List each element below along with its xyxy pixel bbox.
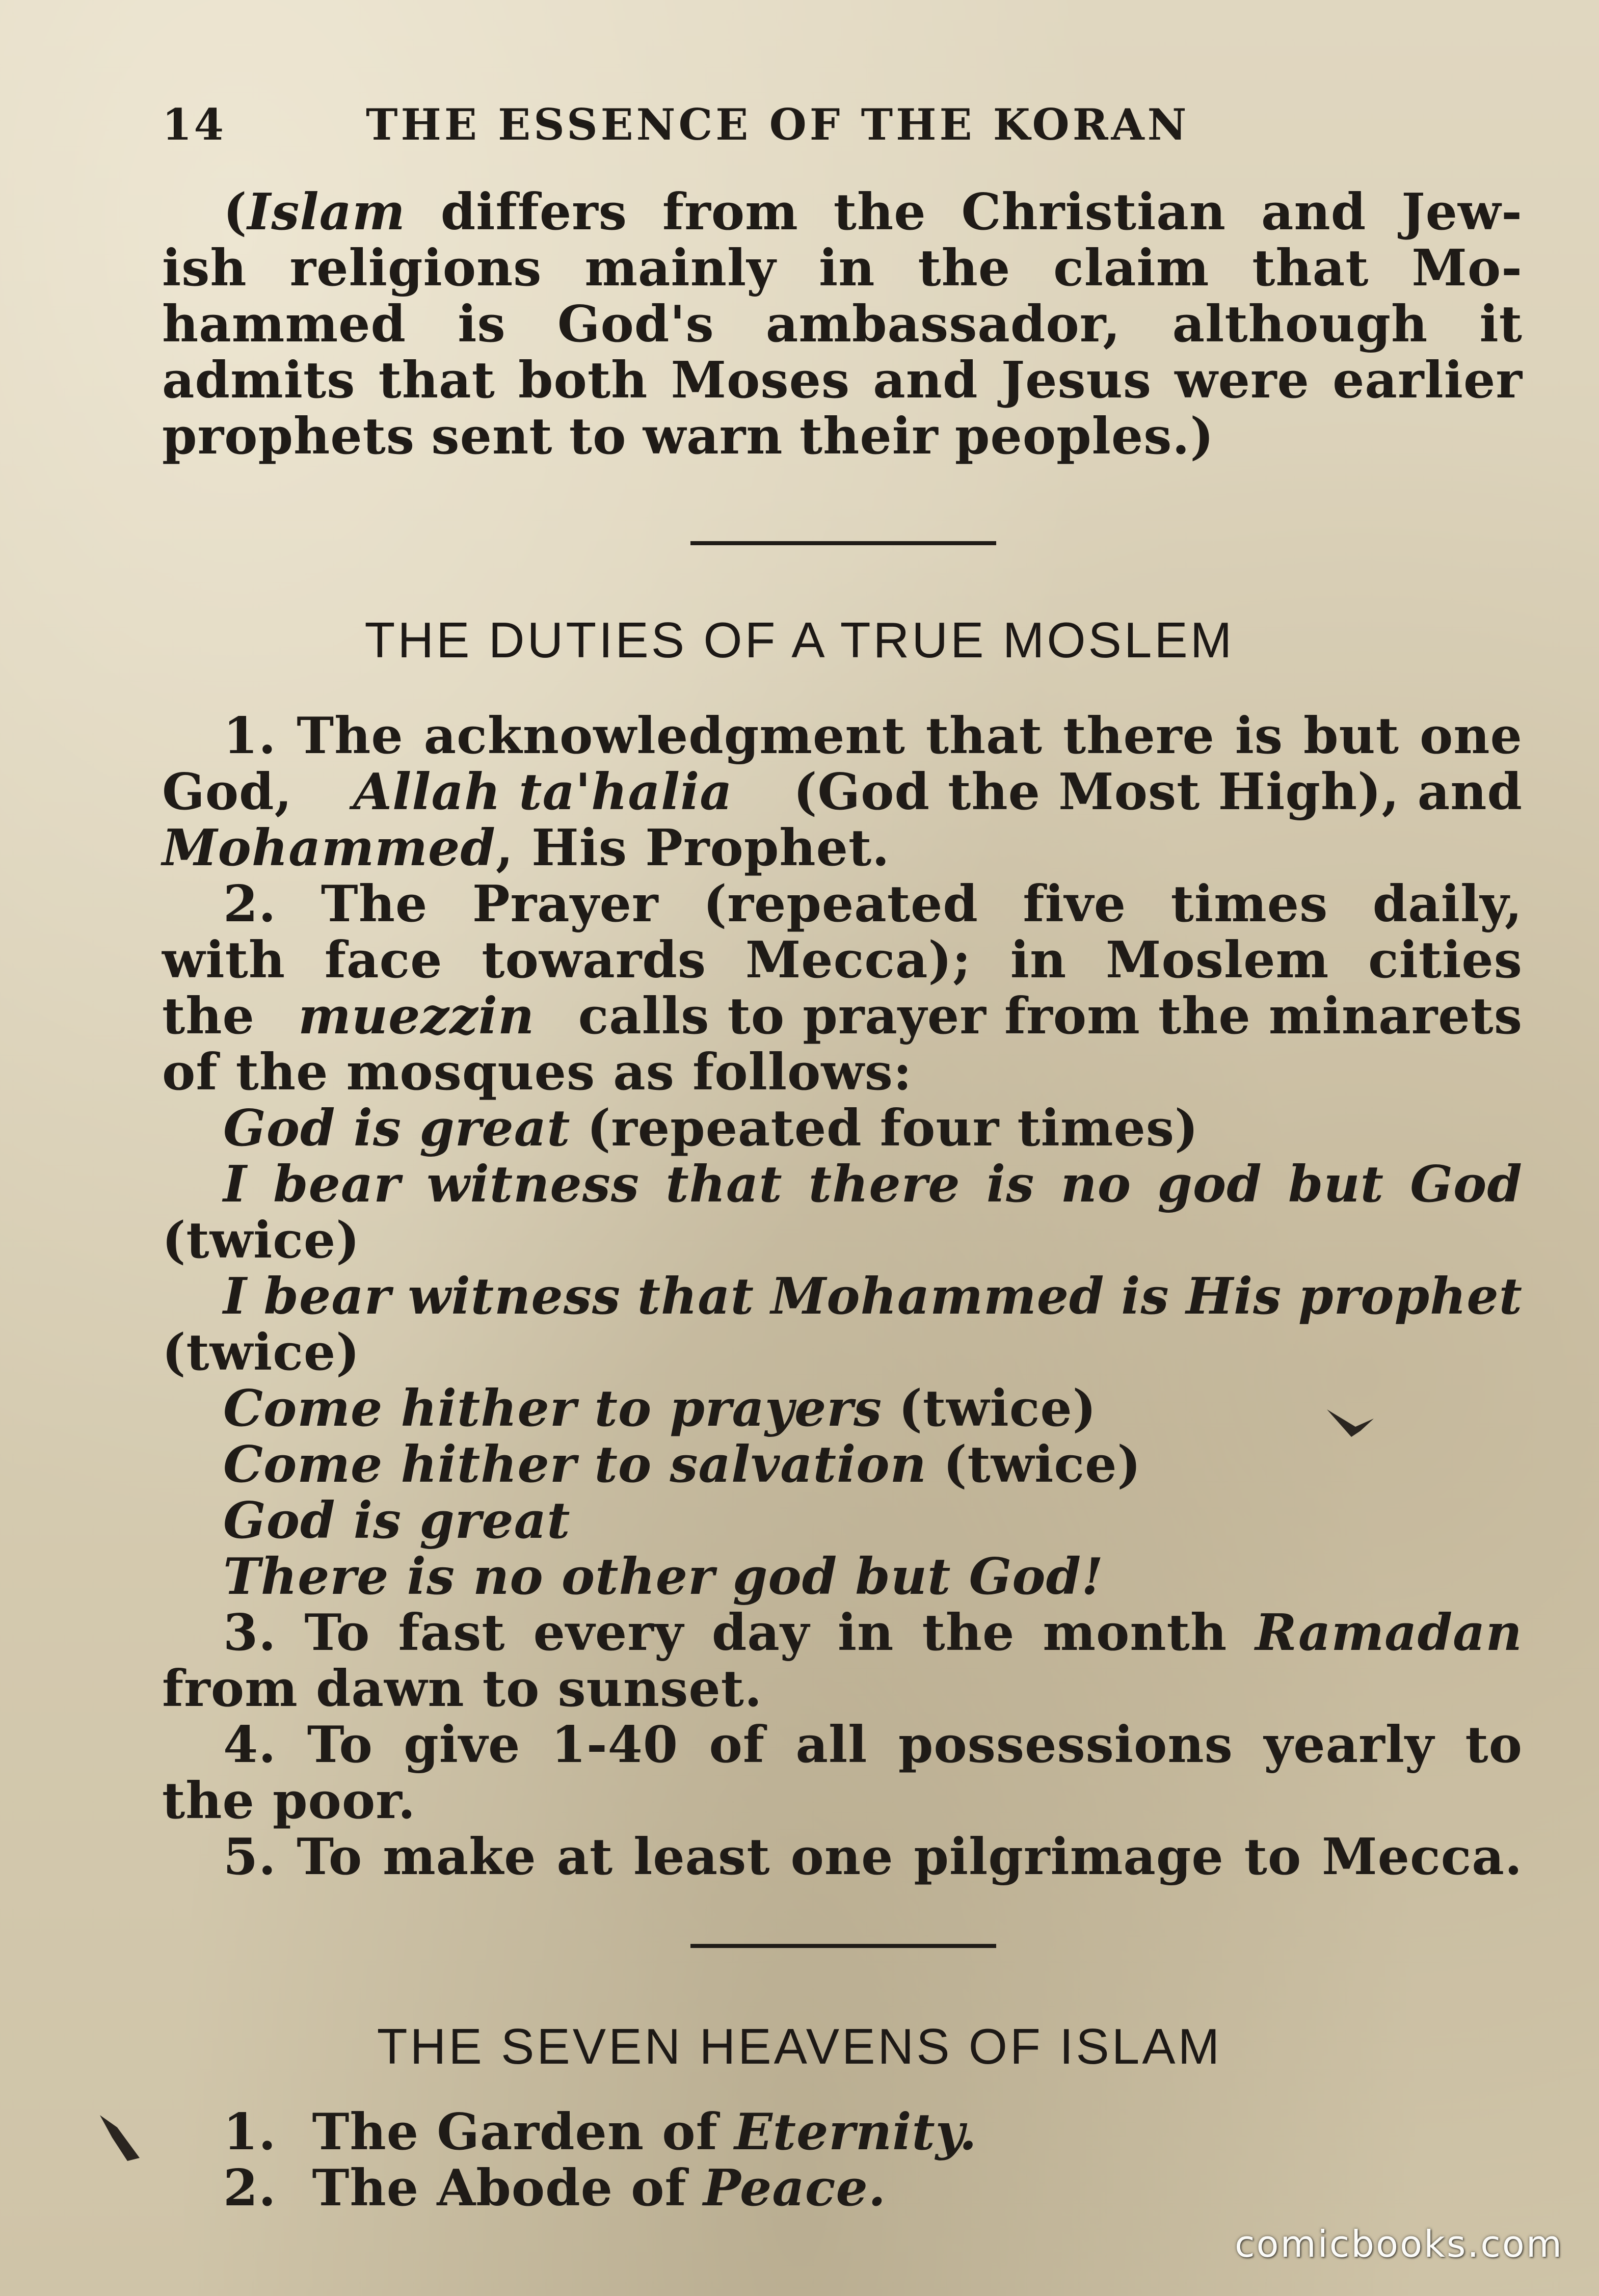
word: in	[837, 1604, 894, 1662]
word-group: , His Prophet.	[495, 819, 890, 877]
word: Mecca.	[1322, 1828, 1523, 1886]
text-line	[162, 1213, 1523, 1269]
word: hammed	[162, 295, 407, 354]
word: (twice)	[898, 1379, 1097, 1438]
word: the	[162, 987, 255, 1046]
italic-phrase: God is great	[223, 1491, 571, 1550]
text-line	[162, 1269, 1523, 1325]
word: there	[808, 1155, 961, 1214]
word: were	[1175, 351, 1310, 410]
word: God,	[162, 763, 292, 821]
italic-term: Islam	[247, 183, 406, 242]
ink-mark	[1325, 1406, 1381, 1442]
word-group: 1. The Garden of	[223, 2103, 718, 2161]
word: The	[297, 707, 404, 765]
word: warn	[643, 407, 783, 466]
word-group: 2. The Abode of	[223, 2159, 687, 2218]
text-line	[162, 1829, 1523, 1885]
word: Jew-	[1401, 183, 1523, 242]
word: Mohammed	[770, 1267, 1105, 1326]
word: day	[711, 1604, 810, 1662]
word: that	[1252, 239, 1369, 298]
word: To	[297, 1828, 363, 1886]
word: God	[1410, 1155, 1523, 1214]
word: (twice)	[943, 1435, 1141, 1494]
word: religions	[289, 239, 542, 298]
word: yearly	[1264, 1716, 1434, 1774]
text-line	[162, 241, 1523, 297]
word: (twice)	[162, 1211, 360, 1270]
section-heading-heavens: THE SEVEN HEAVENS OF ISLAM	[377, 2018, 1222, 2074]
word: To	[307, 1716, 373, 1774]
word-group: calls to prayer from the minarets	[578, 987, 1523, 1046]
word: in	[1010, 931, 1067, 990]
word: it	[1479, 295, 1523, 354]
word: god	[1157, 1155, 1262, 1214]
text-line	[162, 708, 1523, 764]
word: peoples.)	[954, 407, 1214, 466]
text-line	[162, 820, 1523, 876]
word: Mo-	[1411, 239, 1523, 298]
word: the	[922, 1604, 1015, 1662]
word: His	[1186, 1267, 1282, 1326]
text-line	[162, 1325, 1523, 1381]
word: month	[1043, 1604, 1228, 1662]
word: that	[925, 707, 1043, 765]
text-line	[162, 297, 1523, 353]
ink-mark	[97, 2112, 148, 2168]
word: witness	[408, 1267, 621, 1326]
text-line	[162, 1773, 1523, 1829]
text-line	[162, 2160, 1523, 2217]
list-number: 2.	[223, 875, 277, 933]
word: 1-40	[551, 1716, 679, 1774]
word-group: (God the Most High), and	[793, 763, 1523, 821]
section-rule	[690, 541, 996, 545]
word: Moses	[671, 351, 850, 410]
word: prophet	[1298, 1267, 1523, 1326]
word: Jesus	[1001, 351, 1152, 410]
text-line	[162, 1717, 1523, 1773]
text-line	[162, 1157, 1523, 1213]
word: one	[790, 1828, 894, 1886]
word: ish	[162, 239, 247, 298]
text-line	[162, 764, 1523, 820]
text-line	[162, 409, 1523, 465]
italic-term: Ramadan	[1255, 1604, 1523, 1662]
word: is	[1121, 1267, 1169, 1326]
word: at	[556, 1828, 614, 1886]
word: and	[1261, 183, 1367, 242]
word: to	[1465, 1716, 1523, 1774]
word: prophets	[162, 407, 415, 466]
word: and	[873, 351, 978, 410]
list-number: 1.	[223, 707, 277, 765]
word: bear	[263, 1267, 391, 1326]
word: Prayer	[472, 875, 659, 933]
text-line	[162, 1493, 1523, 1549]
text-line	[162, 2104, 1523, 2160]
word: the	[833, 183, 926, 242]
word: towards	[482, 931, 707, 990]
word: of	[709, 1716, 765, 1774]
word: both	[518, 351, 648, 410]
word-group: of the mosques as follows:	[162, 1043, 913, 1102]
word: to	[569, 407, 627, 466]
running-head	[162, 99, 1319, 155]
text-line	[162, 1101, 1523, 1157]
section-rule	[690, 1944, 996, 1948]
text-line	[162, 876, 1523, 932]
word: (repeated	[703, 875, 978, 933]
text-line	[162, 989, 1523, 1045]
text-line	[162, 1605, 1523, 1661]
watermark: comicbooks.com	[1234, 2223, 1563, 2265]
word: the	[918, 239, 1011, 298]
word: differs	[440, 183, 627, 242]
duties-list	[162, 708, 1523, 1885]
word: although	[1172, 295, 1428, 354]
word: bear	[273, 1155, 401, 1214]
word: from	[662, 183, 798, 242]
word: every	[533, 1604, 684, 1662]
italic-phrase: God is great	[223, 1099, 571, 1158]
word: fast	[398, 1604, 505, 1662]
word: one	[1419, 707, 1523, 765]
word: sent	[431, 407, 553, 466]
italic-phrase: Come hither to salvation	[223, 1435, 927, 1494]
word: make	[383, 1828, 537, 1886]
text-line	[162, 184, 1523, 241]
word-group: the poor.	[162, 1772, 416, 1830]
text-line	[162, 1045, 1523, 1101]
italic-phrase: Come hither to prayers	[223, 1379, 883, 1438]
word: earlier	[1332, 351, 1523, 410]
word: admits	[162, 351, 356, 410]
italic-term: Eternity.	[734, 2103, 977, 2161]
sentence	[162, 820, 890, 876]
word: that	[665, 1155, 783, 1214]
word: God's	[557, 295, 714, 354]
italic-term: muezzin	[298, 987, 535, 1046]
word: but	[1303, 707, 1400, 765]
italic-term: Mohammed	[162, 819, 496, 877]
word: all	[795, 1716, 868, 1774]
running-head-title: THE ESSENCE OF THE KORAN	[366, 99, 1190, 150]
word: that	[637, 1267, 755, 1326]
italic-term: Allah ta'halia	[353, 763, 733, 821]
list-number: 4.	[223, 1716, 277, 1774]
word: give	[404, 1716, 521, 1774]
word: (twice)	[162, 1323, 360, 1382]
word: five	[1023, 875, 1127, 933]
word: to	[1244, 1828, 1302, 1886]
word: possessions	[898, 1716, 1233, 1774]
word: least	[633, 1828, 770, 1886]
word: but	[1288, 1155, 1384, 1214]
text-line	[162, 1381, 1523, 1437]
word: I	[223, 1267, 247, 1326]
text-line	[162, 353, 1523, 409]
text-line	[162, 1661, 1523, 1717]
word: witness	[427, 1155, 640, 1214]
list-number: 5.	[223, 1828, 277, 1886]
page-number: 14	[162, 99, 226, 150]
word: is	[458, 295, 506, 354]
word: Moslem	[1106, 931, 1329, 990]
text-line	[162, 1437, 1523, 1493]
italic-term: Peace.	[703, 2159, 887, 2218]
intro-paragraph	[162, 184, 1523, 465]
word: is	[1235, 707, 1284, 765]
list-number: 3.	[223, 1604, 277, 1662]
word: that	[378, 351, 495, 410]
word: claim	[1053, 239, 1210, 298]
word: cities	[1368, 931, 1523, 990]
heavens-list	[162, 2104, 1523, 2217]
italic-phrase: There is no other god but God!	[223, 1547, 1104, 1606]
word: Christian	[961, 183, 1227, 242]
text-line	[162, 932, 1523, 989]
word: with	[162, 931, 286, 990]
word: (Islam	[223, 183, 406, 242]
word: no	[1060, 1155, 1132, 1214]
word: Mecca);	[745, 931, 972, 990]
word: is	[986, 1155, 1035, 1214]
word: ambassador,	[765, 295, 1121, 354]
text-line	[162, 1549, 1523, 1605]
word: mainly	[584, 239, 777, 298]
word: acknowledgment	[423, 707, 905, 765]
word: I	[223, 1155, 247, 1214]
word: The	[321, 875, 428, 933]
word-group: (repeated four times)	[587, 1099, 1199, 1158]
word: their	[799, 407, 939, 466]
word: times	[1170, 875, 1328, 933]
word: To	[304, 1604, 370, 1662]
word: face	[324, 931, 443, 990]
word: in	[819, 239, 875, 298]
word-group: from dawn to sunset.	[162, 1660, 763, 1718]
word: there	[1062, 707, 1215, 765]
word: daily,	[1372, 875, 1523, 933]
section-heading-duties: THE DUTIES OF A TRUE MOSLEM	[364, 612, 1235, 668]
word: pilgrimage	[914, 1828, 1224, 1886]
